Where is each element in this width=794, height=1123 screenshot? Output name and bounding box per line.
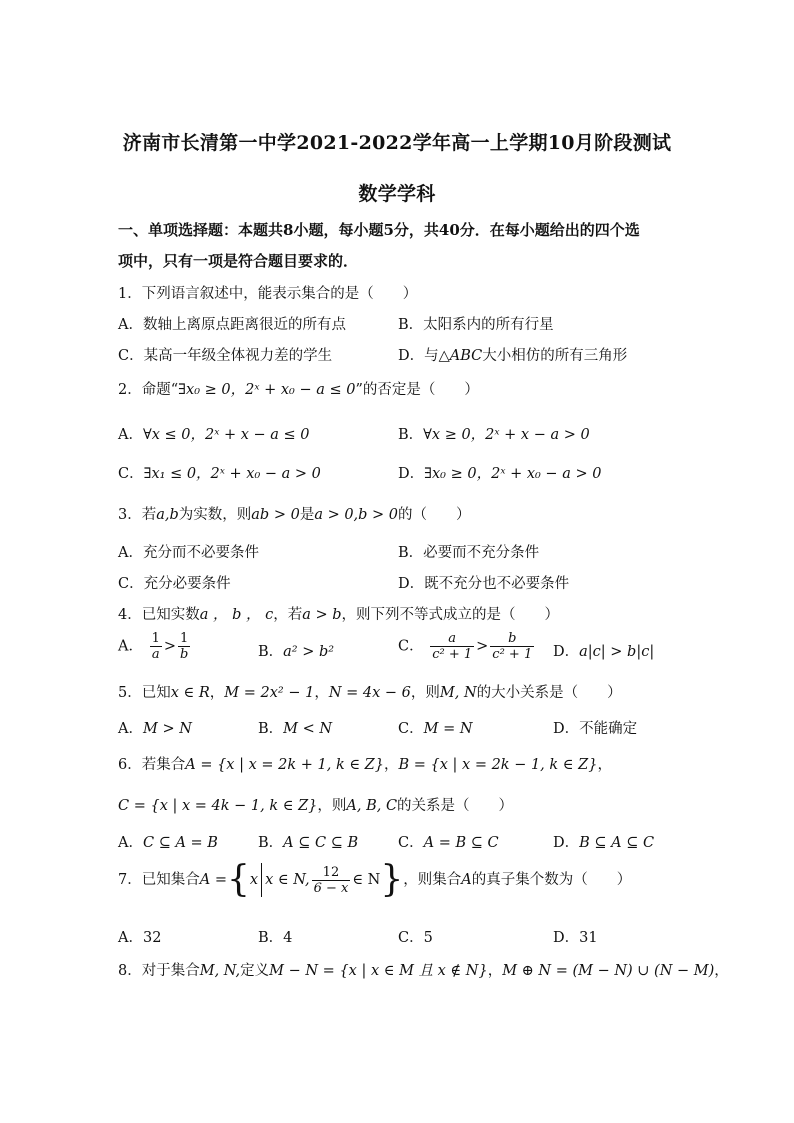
q1-stem: 1．下列语言叙述中，能表示集合的是（ ）: [118, 286, 418, 302]
q4-option-d-math: a|c| > b|c|: [579, 644, 655, 660]
q1-option-d-math: ABC: [449, 348, 483, 364]
q2-option-a-math: ∀x ≤ 0，2ˣ + x − a ≤ 0: [142, 427, 310, 443]
q5-stem-math2: M = 2x² − 1: [224, 685, 315, 701]
gt-sign: >: [163, 638, 177, 655]
q5-option-c: [398, 717, 473, 738]
q6-option-d: [553, 831, 654, 852]
q1-option-d-post: 大小相仿的所有三角形: [482, 348, 628, 364]
q4-option-d: [553, 640, 654, 661]
q6-option-c-math: A = B ⊆ C: [423, 835, 499, 851]
q2-option-c: [118, 462, 321, 483]
q2-stem-post: ”的否定是（ ）: [355, 382, 479, 398]
exam-title: 济南市长清第一中学2021-2022学年高一上学期10月阶段测试: [122, 132, 672, 154]
q6-stem-math1: A = {x | x = 2k + 1, k ∈ Z}: [185, 757, 384, 773]
q6-stem: [118, 753, 612, 774]
q6-option-b: [258, 831, 358, 852]
set-divider: [261, 863, 262, 897]
q2-option-d-label: D．: [398, 466, 425, 482]
option-label: B．: [258, 721, 284, 737]
q4-option-c-label: C．: [398, 638, 424, 655]
q5-stem-math1: x ∈ R: [170, 685, 210, 701]
q2-option-a: [118, 423, 310, 444]
q5-option-a-math: M > N: [142, 721, 192, 737]
q4-option-c: [398, 631, 536, 662]
q2-option-c-math: ∃x₁ ≤ 0，2ˣ + x₀ − a > 0: [143, 466, 321, 482]
q6-line2-math: C = {x | x = 4k − 1, k ∈ Z}: [118, 798, 318, 814]
q1-option-d-pre: D．与△: [398, 348, 450, 364]
frac-numerator: b: [490, 631, 534, 647]
q1-option-a: A．数轴上离原点距离很近的所有点: [118, 317, 346, 333]
q4-option-c-frac1: [430, 631, 474, 662]
q2-option-d-math: ∃x₀ ≥ 0，2ˣ + x₀ − a > 0: [424, 466, 602, 482]
q6-stem-line2: [118, 794, 513, 815]
q8-stem-mid: 定义: [240, 963, 270, 979]
q7-option-b: B．4: [258, 930, 293, 946]
q4-option-b: [258, 640, 334, 661]
q3-stem-mid2: 是: [299, 507, 315, 523]
q8-stem-c: ，: [487, 963, 503, 979]
q4-option-b-label: B．: [258, 644, 284, 660]
q8-stem-pre: 8．对于集合: [118, 963, 200, 979]
q8-stem-math1: M, N,: [199, 963, 241, 979]
q3-option-b: B．必要而不充分条件: [398, 545, 540, 561]
frac-denominator: a: [151, 647, 160, 662]
option-label: B．: [258, 835, 284, 851]
frac-numerator: 1: [178, 631, 190, 647]
q6-option-b-math: A ⊆ C ⊆ B: [283, 835, 359, 851]
q2-option-b-label: B．: [398, 427, 424, 443]
option-label: C．: [398, 835, 424, 851]
q6-option-a: [118, 831, 218, 852]
q6-option-d-math: B ⊆ A ⊆ C: [579, 835, 655, 851]
q3-option-d: D．既不充分也不必要条件: [398, 576, 570, 592]
q5-option-b-math: M < N: [283, 721, 333, 737]
q4-option-a: [118, 631, 192, 662]
q7-option-d: D．31: [553, 930, 598, 946]
left-brace: {: [226, 859, 250, 900]
frac-denominator: c² + 1: [432, 647, 473, 662]
q5-stem-c2: ，: [314, 685, 329, 701]
q1-option-b: B．太阳系内的所有行星: [398, 317, 554, 333]
q7-stem-mid: ，则集合: [403, 872, 462, 888]
gt-sign: >: [476, 638, 489, 655]
frac-numerator: 12: [312, 865, 351, 881]
q8-stem-post: ，: [714, 963, 729, 979]
q8-stem-math3: M ⊕ N = (M − N) ∪ (N − M): [502, 963, 715, 979]
section-heading-line1: 一、单项选择题：本题共8小题，每小题5分，共40分．在每小题给出的四个选: [118, 221, 640, 239]
q2-option-b-math: ∀x ≥ 0，2ˣ + x − a > 0: [423, 427, 590, 443]
q1-option-d: [398, 344, 627, 365]
q4-option-c-frac2: [490, 631, 534, 662]
q2-option-b: [398, 423, 590, 444]
q2-stem-pre: 2．命题“∃: [118, 382, 187, 398]
q7-stem: [118, 859, 632, 900]
q5-stem-post: 的大小关系是（ ）: [476, 685, 622, 701]
q1-option-c: C．某高一年级全体视力差的学生: [118, 348, 333, 364]
q3-stem-mid1: 为实数，则: [178, 507, 252, 523]
q4-stem-math1: a ， b ， c: [199, 607, 274, 623]
option-label: A．: [118, 721, 143, 737]
q3-stem-pre: 3．若: [118, 507, 157, 523]
q7-option-a: A．32: [118, 930, 162, 946]
q2-stem: [118, 378, 479, 399]
q6-stem-pre: 6．若集合: [118, 757, 186, 773]
q4-stem-math2: a > b: [302, 607, 342, 623]
q4-stem-mid: ，若: [273, 607, 303, 623]
q3-stem-math3: a > 0,b > 0: [314, 507, 399, 523]
frac-denominator: b: [180, 647, 189, 662]
q4-option-b-math: a² > b²: [283, 644, 335, 660]
option-label: C．: [398, 721, 424, 737]
frac-numerator: 1: [151, 631, 160, 646]
q4-option-a-frac1: [150, 631, 162, 662]
q4-stem-post: ，则下列不等式成立的是（ ）: [341, 607, 560, 623]
frac-denominator: c² + 1: [492, 647, 533, 662]
section-heading-line2: 项中，只有一项是符合题目要求的．: [118, 252, 359, 270]
q2-option-a-label: A．: [118, 427, 143, 443]
frac-numerator: a: [430, 631, 474, 647]
q4-stem-pre: 4．已知实数: [118, 607, 200, 623]
q7-stem-pre: 7．已知集合: [118, 872, 200, 888]
q4-stem: [118, 603, 559, 624]
q7-set-cond1: x ∈ N,: [265, 872, 310, 888]
q6-line2-mid: ，则: [317, 798, 347, 814]
q4-option-a-label: A．: [118, 638, 143, 655]
right-brace: }: [380, 859, 404, 900]
option-label: D．: [553, 835, 580, 851]
q3-option-a: A．充分而不必要条件: [118, 545, 259, 561]
q5-stem-pre: 5．已知: [118, 685, 171, 701]
q2-stem-math: x₀ ≥ 0，2ˣ + x₀ − a ≤ 0: [186, 382, 356, 398]
option-label: A．: [118, 835, 143, 851]
q4-option-d-label: D．: [553, 644, 580, 660]
q3-stem-post: 的（ ）: [398, 507, 471, 523]
q2-option-c-label: C．: [118, 466, 144, 482]
frac-denominator: 6 − x: [313, 880, 349, 896]
q3-option-c: C．充分必要条件: [118, 576, 231, 592]
q6-line2-post: 的关系是（ ）: [397, 798, 514, 814]
q2-option-d: [398, 462, 601, 483]
q6-option-a-math: C ⊆ A = B: [142, 835, 218, 851]
q6-line2-math2: A, B, C: [346, 798, 398, 814]
q5-option-a: [118, 717, 192, 738]
q8-stem-math2: M − N = {x | x ∈ M 且 x ∉ N}: [269, 963, 488, 979]
q5-option-d: D．不能确定: [553, 721, 638, 737]
q8-stem: [118, 959, 729, 980]
q7-fraction: [312, 865, 351, 896]
q3-stem-math2: ab > 0: [251, 507, 300, 523]
q3-stem: [118, 503, 471, 524]
q5-stem-mid: ，则: [410, 685, 440, 701]
q6-stem-c2: ，: [597, 757, 612, 773]
q7-set-cond2: ∈ N: [352, 872, 381, 888]
q7-option-c: C．5: [398, 930, 433, 946]
q5-stem-math3: N = 4x − 6: [328, 685, 411, 701]
q7-set-lhs: A =: [199, 872, 227, 888]
q5-stem-math4: M, N: [439, 685, 477, 701]
q6-option-c: [398, 831, 499, 852]
q6-stem-math2: B = {x | x = 2k − 1, k ∈ Z}: [398, 757, 598, 773]
q3-stem-math1: a,b: [156, 507, 179, 523]
q5-option-c-math: M = N: [423, 721, 473, 737]
q7-stem-post: 的真子集个数为（ ）: [471, 872, 632, 888]
q4-option-a-frac2: [178, 631, 190, 662]
q5-stem-c1: ，: [209, 685, 225, 701]
q5-option-b: [258, 717, 332, 738]
q7-stem-math: A: [461, 872, 472, 888]
q6-stem-c1: ，: [384, 757, 399, 773]
q7-set-var: x: [249, 872, 259, 888]
q5-stem: [118, 681, 622, 702]
exam-subject: 数学学科: [358, 183, 436, 205]
